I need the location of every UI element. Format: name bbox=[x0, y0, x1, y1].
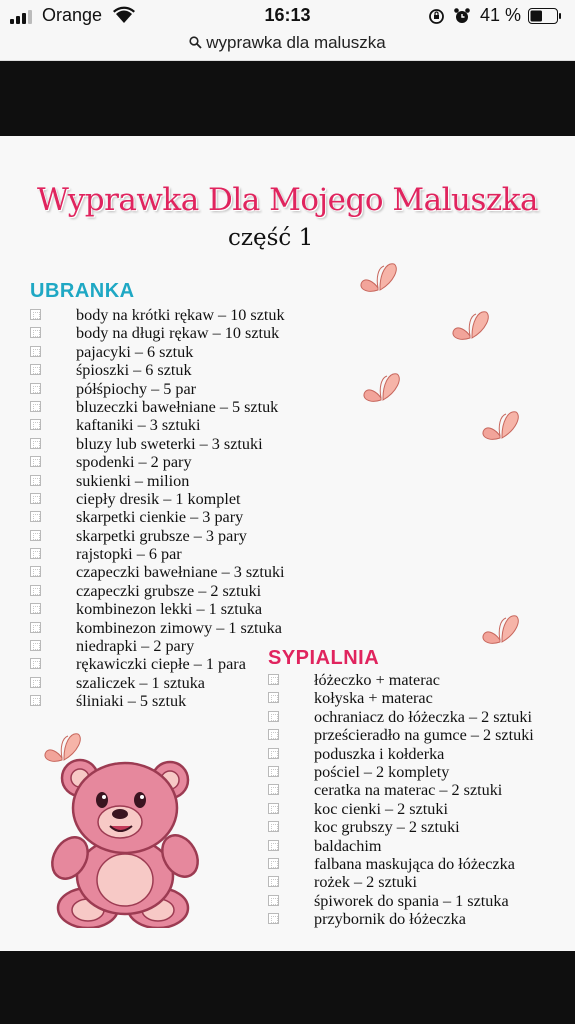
top-black-bar bbox=[0, 61, 575, 136]
checkbox-icon bbox=[268, 711, 279, 722]
checkbox-icon bbox=[268, 692, 279, 703]
list-item-label: śpiworek do spania – 1 sztuka bbox=[314, 891, 509, 910]
list-item-label: śpioszki – 6 sztuk bbox=[76, 361, 192, 380]
checkbox-icon bbox=[30, 677, 41, 688]
checkbox-icon bbox=[268, 840, 279, 851]
butterfly-icon bbox=[358, 260, 400, 298]
list-item-label: śliniaki – 5 sztuk bbox=[76, 692, 187, 711]
butterfly-icon bbox=[480, 408, 522, 446]
list-item-label: prześcieradło na gumce – 2 sztuki bbox=[314, 726, 534, 745]
butterfly-icon bbox=[480, 612, 522, 650]
checkbox-icon bbox=[268, 674, 279, 685]
address-bar-text[interactable] bbox=[0, 33, 575, 53]
checkbox-icon bbox=[268, 913, 279, 924]
checkbox-icon bbox=[30, 346, 41, 357]
butterfly-icon bbox=[361, 370, 403, 408]
list-item-label: przybornik do łóżeczka bbox=[314, 910, 466, 929]
status-bar bbox=[0, 0, 575, 32]
battery-percent: 41 % bbox=[480, 5, 522, 25]
list-item-label: body na krótki rękaw – 10 sztuk bbox=[76, 306, 285, 324]
list-item-label: poduszka i kołderka bbox=[314, 744, 445, 763]
list-item-label: półśpiochy – 5 par bbox=[76, 379, 197, 398]
checkbox-icon bbox=[30, 456, 41, 467]
battery-icon bbox=[528, 8, 562, 24]
list-item-label: skarpetki grubsze – 3 pary bbox=[76, 526, 247, 545]
checkbox-icon bbox=[30, 309, 41, 320]
list-item-label: bluzeczki bawełniane – 5 sztuk bbox=[76, 397, 279, 416]
checkbox-icon bbox=[30, 548, 41, 559]
teddy-bear-illustration bbox=[40, 748, 210, 928]
list-item-label: body na długi rękaw – 10 sztuk bbox=[76, 324, 280, 343]
list-item-label: kombinezon zimowy – 1 sztuka bbox=[76, 618, 282, 637]
butterfly-icon bbox=[450, 308, 492, 346]
checkbox-icon bbox=[268, 784, 279, 795]
checkbox-icon bbox=[30, 658, 41, 669]
section-heading-ubranka: UBRANKA bbox=[30, 280, 135, 302]
list-item-label: spodenki – 2 pary bbox=[76, 453, 192, 472]
checkbox-icon bbox=[268, 729, 279, 740]
address-bar[interactable] bbox=[0, 32, 575, 61]
checkbox-icon bbox=[30, 493, 41, 504]
checkbox-icon bbox=[30, 475, 41, 486]
list-item-label: rękawiczki ciepłe – 1 para bbox=[76, 655, 246, 674]
infographic-image bbox=[0, 136, 575, 951]
checkbox-icon bbox=[30, 364, 41, 375]
list-item-label: czapeczki grubsze – 2 sztuki bbox=[76, 581, 262, 600]
page-subtitle: część 1 bbox=[228, 225, 314, 251]
page-title: Wyprawka Dla Mojego Maluszka bbox=[37, 182, 538, 218]
checkbox-icon bbox=[268, 748, 279, 759]
checkbox-icon bbox=[30, 511, 41, 522]
carrier-label: Orange bbox=[42, 5, 103, 25]
checkbox-icon bbox=[268, 766, 279, 777]
list-item-label: bluzy lub sweterki – 3 sztuki bbox=[76, 434, 263, 453]
checkbox-icon bbox=[30, 530, 41, 541]
list-item-label: falbana maskująca do łóżeczka bbox=[314, 854, 515, 873]
list-item-label: rajstopki – 6 par bbox=[76, 545, 182, 564]
list-item-label: koc cienki – 2 sztuki bbox=[314, 799, 448, 818]
checkbox-icon bbox=[30, 327, 41, 338]
checkbox-icon bbox=[30, 695, 41, 706]
url-text: wyprawka dla maluszka bbox=[206, 33, 386, 52]
list-item-label: ciepły dresik – 1 komplet bbox=[76, 489, 241, 508]
checkbox-icon bbox=[30, 401, 41, 412]
list-item-label: kombinezon lekki – 1 sztuka bbox=[76, 600, 263, 619]
alarm-icon bbox=[453, 7, 471, 25]
list-item-label: szaliczek – 1 sztuka bbox=[76, 673, 205, 692]
bottom-black-bar bbox=[0, 951, 575, 1024]
checkbox-icon bbox=[268, 821, 279, 832]
checkbox-icon bbox=[30, 603, 41, 614]
list-item-label: ceratka na materac – 2 sztuki bbox=[314, 781, 503, 800]
section-heading-sypialnia: SYPIALNIA bbox=[268, 647, 380, 669]
list-item-label: koc grubszy – 2 sztuki bbox=[314, 818, 460, 837]
list-item-label: sukienki – milion bbox=[76, 471, 190, 490]
checkbox-icon bbox=[30, 622, 41, 633]
list-item-label: łóżeczko + materac bbox=[314, 671, 440, 689]
checkbox-icon bbox=[30, 438, 41, 449]
list-item-label: czapeczki bawełniane – 3 sztuki bbox=[76, 563, 285, 582]
list-item-label: ochraniacz do łóżeczka – 2 sztuki bbox=[314, 707, 532, 726]
checkbox-icon bbox=[268, 876, 279, 887]
clock: 16:13 bbox=[264, 5, 311, 25]
list-item-label: kołyska + materac bbox=[314, 689, 433, 708]
list-item-label: pościel – 2 komplety bbox=[314, 762, 450, 781]
checkbox-icon bbox=[268, 803, 279, 814]
search-icon bbox=[189, 36, 202, 49]
checkbox-icon bbox=[30, 640, 41, 651]
checkbox-icon bbox=[30, 383, 41, 394]
list-item-label: niedrapki – 2 pary bbox=[76, 637, 195, 656]
checkbox-icon bbox=[30, 419, 41, 430]
checkbox-icon bbox=[30, 566, 41, 577]
rotation-lock-icon bbox=[428, 8, 445, 25]
list-item-label: rożek – 2 sztuki bbox=[314, 873, 417, 892]
list-item-label: kaftaniki – 3 sztuki bbox=[76, 416, 201, 435]
list-item-label: pajacyki – 6 sztuk bbox=[76, 342, 194, 361]
checkbox-icon bbox=[268, 895, 279, 906]
checkbox-icon bbox=[30, 585, 41, 596]
checkbox-icon bbox=[268, 858, 279, 869]
list-item-label: skarpetki cienkie – 3 pary bbox=[76, 508, 244, 527]
list-item-label: baldachim bbox=[314, 836, 382, 855]
